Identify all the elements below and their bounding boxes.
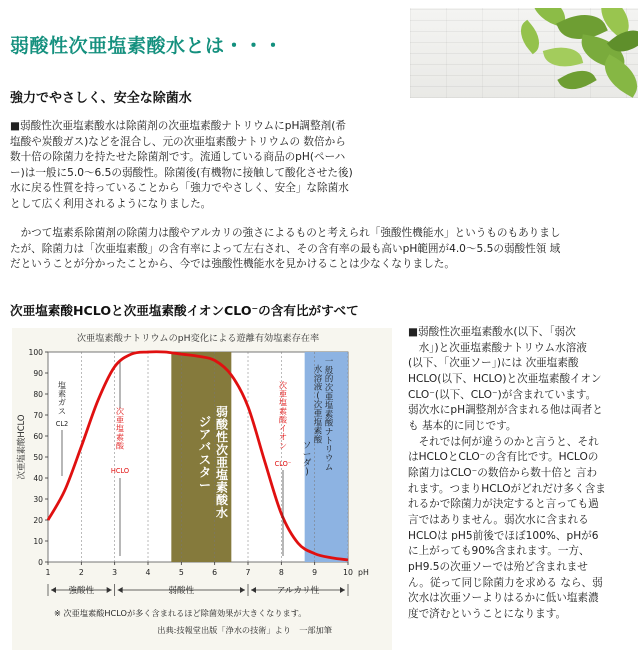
- band2-label-col2: [314, 364, 323, 445]
- hclo-label: [116, 406, 125, 450]
- sidebar-line: ■弱酸性次亜塩素酸水(以下、「弱次: [408, 326, 576, 338]
- intro-line: 数十倍の除菌力を持たせた除菌剤です。流通している商品のpH(ペーハ: [10, 151, 346, 164]
- sidebar-text: [408, 325, 634, 622]
- sidebar-line: れます。つまりHCLOがどれだけ多く含ま: [408, 482, 606, 495]
- x-tick-label: 3: [112, 568, 118, 577]
- y-tick-label: 20: [33, 516, 43, 525]
- sidebar-line: 度で済むということになります。: [408, 607, 567, 620]
- chlorine-gas-label: [58, 380, 66, 416]
- sidebar-line: 水」)と次亜塩素酸ナトリウム水溶液: [408, 341, 587, 354]
- band1-label-col1-text: 弱酸性次亜塩素酸水: [215, 405, 229, 520]
- sidebar-line: れるかで除菌力が決定すると言っても過: [408, 498, 599, 511]
- chart-footnote: ※ 次亜塩素酸HCLOが多く含まれるほど除菌効果が大きくなります。: [54, 608, 307, 618]
- ph-chart: [12, 328, 392, 650]
- y-tick-label: 40: [33, 474, 43, 483]
- range-arrowhead-left: [118, 587, 123, 593]
- y-tick-label: 70: [33, 411, 43, 420]
- page-subtitle: 強力でやさしく、安全な除菌水: [10, 91, 192, 106]
- chart-panel: [12, 328, 392, 650]
- band1-label-col1: [216, 404, 229, 520]
- sidebar-line: に上がっても90%含まれます。一方、: [408, 545, 590, 558]
- y-tick-label: 10: [33, 537, 43, 546]
- range-label-3: アルカリ性: [276, 586, 320, 596]
- x-tick-label: 6: [212, 568, 218, 577]
- x-tick-label: 8: [278, 568, 284, 577]
- intro-line: たが、除菌力は「次亜塩素酸」の含有率によって左右され、その含有率の最も高いpH範囲が4.0〜5.5の弱酸性領 域: [10, 242, 561, 255]
- y-tick-label: 100: [28, 348, 43, 357]
- y-tick-label: 60: [33, 432, 43, 441]
- sidebar-line: 次水は次亜ソーよりはるかに低い塩素濃: [408, 592, 599, 605]
- range-arrowhead-left: [251, 587, 256, 593]
- chart-title: 次亜塩素酸ナトリウムのpH変化による遊離有効塩素存在率: [76, 333, 320, 344]
- sidebar-line: 弱次水にpH調整剤が含まれる他は両者と: [408, 404, 603, 417]
- x-axis-label: pH: [358, 568, 369, 577]
- y-axis-label: 次亜塩素酸HCLO: [16, 414, 26, 480]
- sidebar-line: ん。従って同じ除菌力を求める なら、弱: [408, 576, 603, 589]
- intro-paragraph-2: [10, 226, 628, 273]
- sidebar-line: 除菌力はCLO⁻の数倍から数十倍と 言わ: [408, 466, 598, 479]
- hclo-label-text: 次亜塩素酸: [115, 406, 125, 451]
- clo-formula: CLO⁻: [274, 460, 292, 468]
- x-tick-label: 4: [145, 568, 151, 577]
- range-arrowhead-right: [107, 587, 112, 593]
- x-tick-label: 1: [45, 568, 51, 577]
- y-tick-label: 0: [38, 558, 43, 567]
- y-tick-label: 90: [33, 369, 43, 378]
- y-tick-label: 80: [33, 390, 43, 399]
- range-arrowhead-right: [340, 587, 345, 593]
- page-title: 弱酸性次亜塩素酸水とは・・・: [10, 35, 284, 57]
- section-heading: 次亜塩素酸HCLOと次亜塩素酸イオンCLO⁻の含有比がすべて: [10, 303, 359, 318]
- intro-line: 水に戻る性質を持っていることから「強力でやさしく、安全」な除菌水: [10, 182, 349, 195]
- sidebar-line: はHCLOとCLO⁻の含有比です。HCLOの: [408, 451, 599, 464]
- x-tick-label: 10: [343, 568, 353, 577]
- range-arrowhead-right: [240, 587, 245, 593]
- sidebar-line: 言ではありません。弱次水に含まれる: [408, 513, 589, 526]
- x-tick-label: 7: [245, 568, 251, 577]
- y-tick-label: 30: [33, 495, 43, 504]
- hero-photo-leaves: [410, 8, 638, 98]
- range-label-2: 弱酸性: [168, 586, 195, 596]
- y-tick-label: 50: [33, 453, 43, 462]
- band2-label-col1-text: 一般的次亜塩素酸ナトリウム: [324, 356, 334, 472]
- intro-line: かつて塩素系除菌剤の除菌力は酸やアルカリの強さによるものと考えられ「強酸性機能水」というものもありまし: [10, 227, 561, 239]
- x-tick-label: 9: [312, 568, 318, 577]
- intro-line: ー)は一般に5.0〜6.5の弱酸性。除菌後(有機物に接触して酸化させた後): [10, 166, 353, 179]
- band2-label-col2-text: 水溶液(次亜塩素酸: [313, 364, 323, 445]
- band2-label-col1: [325, 356, 334, 472]
- sidebar-line: それでは何が違うのかと言うと、それ: [408, 435, 599, 448]
- x-tick-label: 2: [78, 568, 84, 577]
- intro-line: ■弱酸性次亜塩素酸水は除菌剤の次亜塩素酸ナトリウムにpH調整剤(希: [10, 120, 346, 132]
- intro-line: として広く利用されるようになりました。: [10, 197, 212, 210]
- sidebar-line: CLO⁻(以下、CLO⁻)が含まれています。: [408, 388, 597, 401]
- chart-source: 出典:技報堂出版「浄水の技術」より 一部加筆: [157, 625, 332, 635]
- sidebar-line: も 基本的に同じです。: [408, 419, 517, 432]
- band2-label-col3-text: ソーダ): [302, 440, 312, 477]
- x-tick-label: 5: [178, 568, 184, 577]
- sidebar-line: pH9.5の次亜ソーでは殆ど含まれませ: [408, 560, 588, 573]
- intro-line: 塩酸や炭酸ガス)などを混合し、元の次亜塩素酸ナトリウムの 数倍から: [10, 135, 346, 148]
- sidebar-line: HCLO(以下、HCLO)と次亜塩素酸イオン: [408, 372, 602, 385]
- sidebar-line: HCLOは pH5前後でほぼ100%、pHが6: [408, 529, 599, 542]
- intro-line: だということが分かったことから、今では強酸性機能水を見かけることは少なくなりました。: [10, 258, 455, 271]
- hclo-formula: HCLO: [110, 467, 130, 475]
- range-label-1: 強酸性: [68, 586, 95, 596]
- band1-label-col2-text: ジアバスター: [198, 415, 212, 492]
- range-arrowhead-left: [51, 587, 56, 593]
- clo-label: [279, 380, 288, 450]
- sidebar-line: (以下、「次亜ソー」)には 次亜塩素酸: [408, 357, 579, 370]
- clo-label-text: 次亜塩素酸イオン: [278, 380, 288, 451]
- chlorine-gas-label-text: 塩素ガス: [57, 380, 67, 416]
- chlorine-gas-formula: CL2: [55, 420, 69, 428]
- intro-paragraph-1: [10, 119, 402, 213]
- band1-label-col2: [199, 415, 211, 492]
